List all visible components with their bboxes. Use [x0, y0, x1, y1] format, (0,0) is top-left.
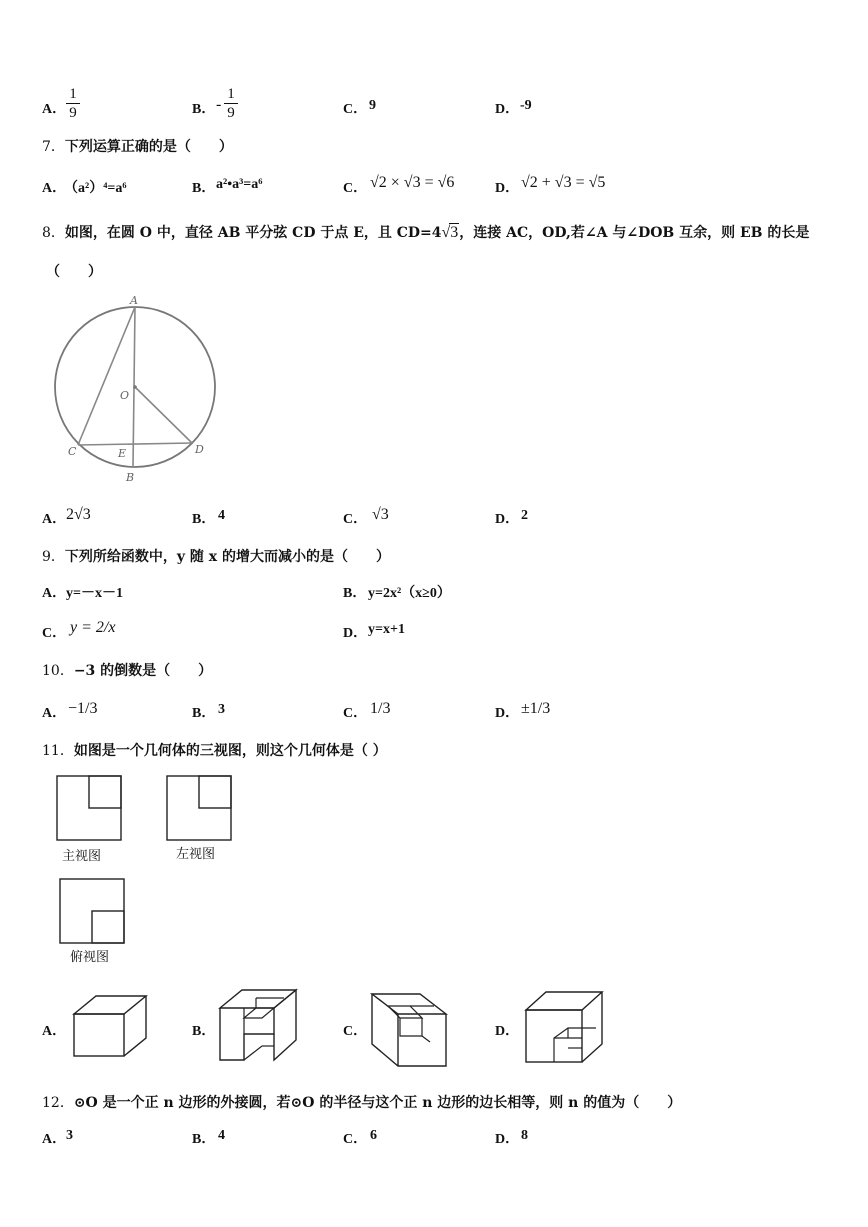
q11-left-view-label: 左视图 [176, 847, 216, 862]
q11-left-view [166, 775, 236, 845]
q8-option-d-value: 2 [521, 508, 528, 523]
q8-option-a-value: 2√3 [66, 506, 91, 523]
q11-option-a-cube-icon [70, 992, 150, 1062]
q11-top-view-label: 俯视图 [70, 950, 110, 965]
q11-option-a-label: A． [42, 1024, 67, 1039]
q6-option-a-label: A． [42, 102, 67, 117]
q8-option-c-value: √3 [372, 506, 389, 523]
q11-stem: 11．如图是一个几何体的三视图，则这个几何体是（ ） [42, 743, 387, 759]
q7-option-c-label: C． [343, 181, 368, 196]
q12-option-b-value: 4 [218, 1128, 225, 1143]
q10-option-d-value: ±1/3 [521, 700, 551, 717]
q7-option-b-label: B． [192, 181, 216, 196]
q10-stem: 10．−3 的倒数是（ ） [42, 663, 213, 679]
q8-label-c: C [68, 445, 77, 458]
q11-top-view [59, 878, 129, 948]
q8-label-e: E [118, 447, 127, 460]
q10-option-d-label: D． [495, 706, 520, 721]
q9-option-b-label: B． [343, 586, 367, 601]
q8-circle-figure [40, 290, 240, 490]
q7-option-c-value: √2 × √3 = √6 [370, 174, 455, 191]
q11-option-c-solid-icon [370, 990, 460, 1070]
q11-option-b-label: B． [192, 1024, 216, 1039]
q9-option-a-value: y=－x－1 [66, 586, 123, 601]
q10-option-a-label: A． [42, 706, 67, 721]
q8-label-o: O [120, 389, 130, 402]
q9-option-b-value: y=2x²（x≥0） [368, 586, 451, 601]
q8-option-c-label: C． [343, 512, 368, 527]
q10-option-c-label: C． [343, 706, 368, 721]
q6-option-c-value: 9 [369, 98, 376, 113]
q12-option-a-label: A． [42, 1132, 67, 1147]
q8-option-b-label: B． [192, 512, 216, 527]
q6-option-d-value: -9 [520, 98, 532, 113]
q7-option-a-value: （a²）⁴=a⁶ [64, 181, 127, 196]
q11-option-d-label: D． [495, 1024, 520, 1039]
q8-answer-paren: （ ） [46, 264, 102, 280]
q8-label-d: D [195, 443, 204, 456]
q11-option-c-label: C． [343, 1024, 368, 1039]
q10-option-a-value: −1/3 [68, 700, 98, 717]
q9-option-c-value: y = 2/x [70, 619, 116, 636]
q12-option-a-value: 3 [66, 1128, 73, 1143]
q11-option-d-solid-icon [522, 988, 606, 1068]
q6-option-c-label: C． [343, 102, 368, 117]
q11-front-view-label: 主视图 [62, 849, 102, 864]
q10-option-b-value: 3 [218, 702, 225, 717]
q7-option-d-value: √2 + √3 = √5 [521, 174, 606, 191]
q9-option-d-value: y=x+1 [368, 622, 405, 637]
q12-stem: 12．⊙O 是一个正 n 边形的外接圆，若⊙O 的半径与这个正 n 边形的边长相等，则 n 的值为（ ） [42, 1095, 682, 1111]
q6-option-b-fraction: 1 9 [224, 86, 238, 121]
q7-option-a-label: A． [42, 181, 67, 196]
q8-stem: 8．如图，在圆 O 中，直径 AB 平分弦 CD 于点 E，且 CD=4√3，连接 AC，OD,若∠A 与∠DOB 互余，则 EB 的长是 [42, 224, 810, 241]
q9-option-d-label: D． [343, 626, 368, 641]
q7-stem: 7．下列运算正确的是（ ） [42, 139, 233, 155]
q8-option-b-value: 4 [218, 508, 225, 523]
q6-option-b-label: B． [192, 102, 216, 117]
q9-option-a-label: A． [42, 586, 67, 601]
q12-option-c-value: 6 [370, 1128, 377, 1143]
q10-option-c-value: 1/3 [370, 700, 391, 717]
q7-option-d-label: D． [495, 181, 520, 196]
q7-option-b-value: a²•a³=a⁶ [216, 177, 263, 192]
q8-option-d-label: D． [495, 512, 520, 527]
q12-option-b-label: B． [192, 1132, 216, 1147]
q6-option-b-sign: - [216, 96, 222, 113]
q9-stem: 9．下列所给函数中，y 随 x 的增大而减小的是（ ） [42, 549, 391, 565]
q10-option-b-label: B． [192, 706, 216, 721]
q11-option-b-solid-icon [218, 986, 302, 1066]
q11-front-view [56, 775, 126, 845]
q6-option-d-label: D． [495, 102, 520, 117]
q8-label-b: B [126, 471, 135, 484]
q12-option-d-value: 8 [521, 1128, 528, 1143]
q12-option-c-label: C． [343, 1132, 368, 1147]
q9-option-c-label: C． [42, 626, 67, 641]
q8-option-a-label: A． [42, 512, 67, 527]
q12-option-d-label: D． [495, 1132, 520, 1147]
q8-label-a: A [130, 294, 138, 307]
q6-option-a-fraction: 1 9 [66, 86, 80, 121]
